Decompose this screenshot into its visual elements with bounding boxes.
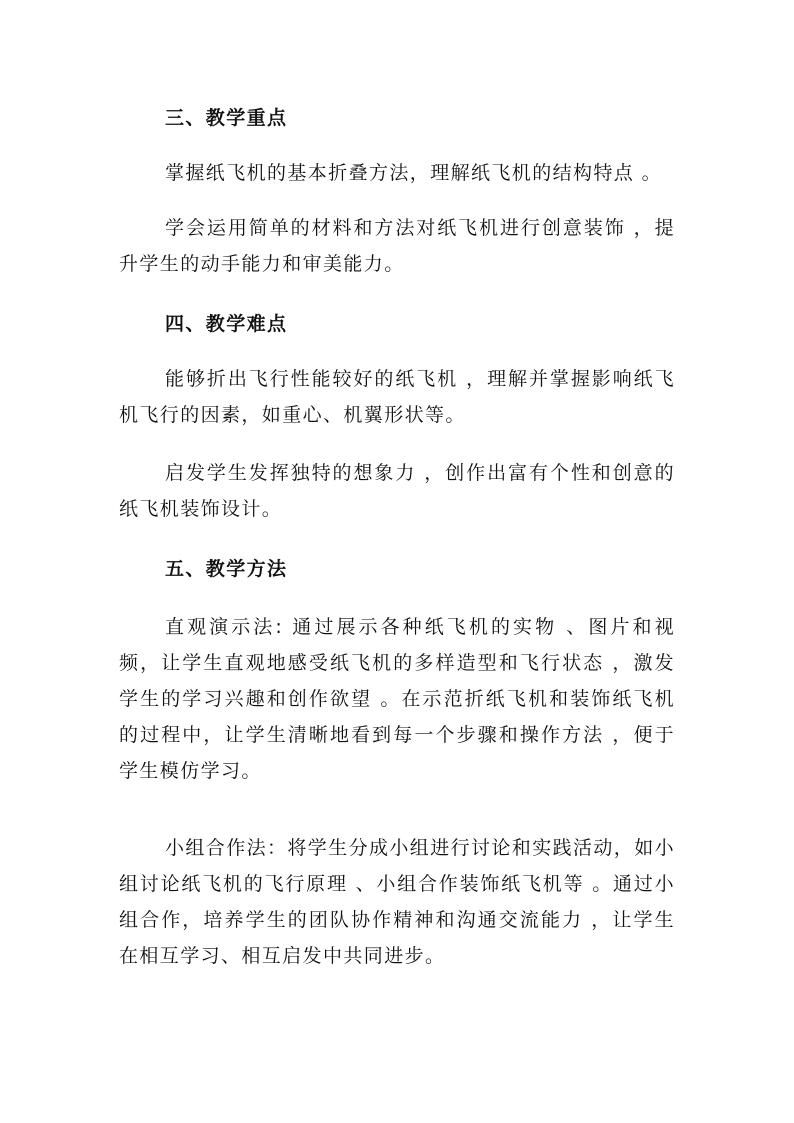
section-heading-key-points: 三、教学重点 bbox=[165, 107, 288, 129]
section-heading-difficulties: 四、教学难点 bbox=[165, 313, 288, 335]
key-points-paragraph-2: 学会运用简单的材料和方法对纸飞机进行创意装饰 ，提升学生的动手能力和审美能力。 bbox=[119, 217, 675, 275]
methods-paragraph-2: 小组合作法：将学生分成小组进行讨论和实践活动，如小组讨论纸飞机的飞行原理 、小组合作装饰纸飞机等 。通过小组合作，培养学生的团队协作精神和沟通交流能力 ，让学生在相互学习、相互启发中共同进步。 bbox=[119, 837, 676, 967]
difficulties-paragraph-2: 启发学生发挥独特的想象力 ，创作出富有个性和创意的纸飞机装饰设计。 bbox=[119, 462, 675, 520]
methods-paragraph-1: 直观演示法: 通过展示各种纸飞机的实物 、图片和视频，让学生直观地感受纸飞机的多样造型和飞行状态 ，激发学生的学习兴趣和创作欲望 。在示范折纸飞机和装饰纸飞机的过程中，让学生清晰地看到每一个步骤和操作方法 ，便于学生模仿学习。 bbox=[119, 616, 675, 782]
key-points-paragraph-1: 掌握纸飞机的基本折叠方法，理解纸飞机的结构特点 。 bbox=[165, 162, 663, 184]
section-heading-methods: 五、教学方法 bbox=[165, 558, 288, 580]
difficulties-paragraph-1: 能够折出飞行性能较好的纸飞机 ，理解并掌握影响纸飞机飞行的因素，如重心、机翼形状等。 bbox=[119, 368, 675, 426]
